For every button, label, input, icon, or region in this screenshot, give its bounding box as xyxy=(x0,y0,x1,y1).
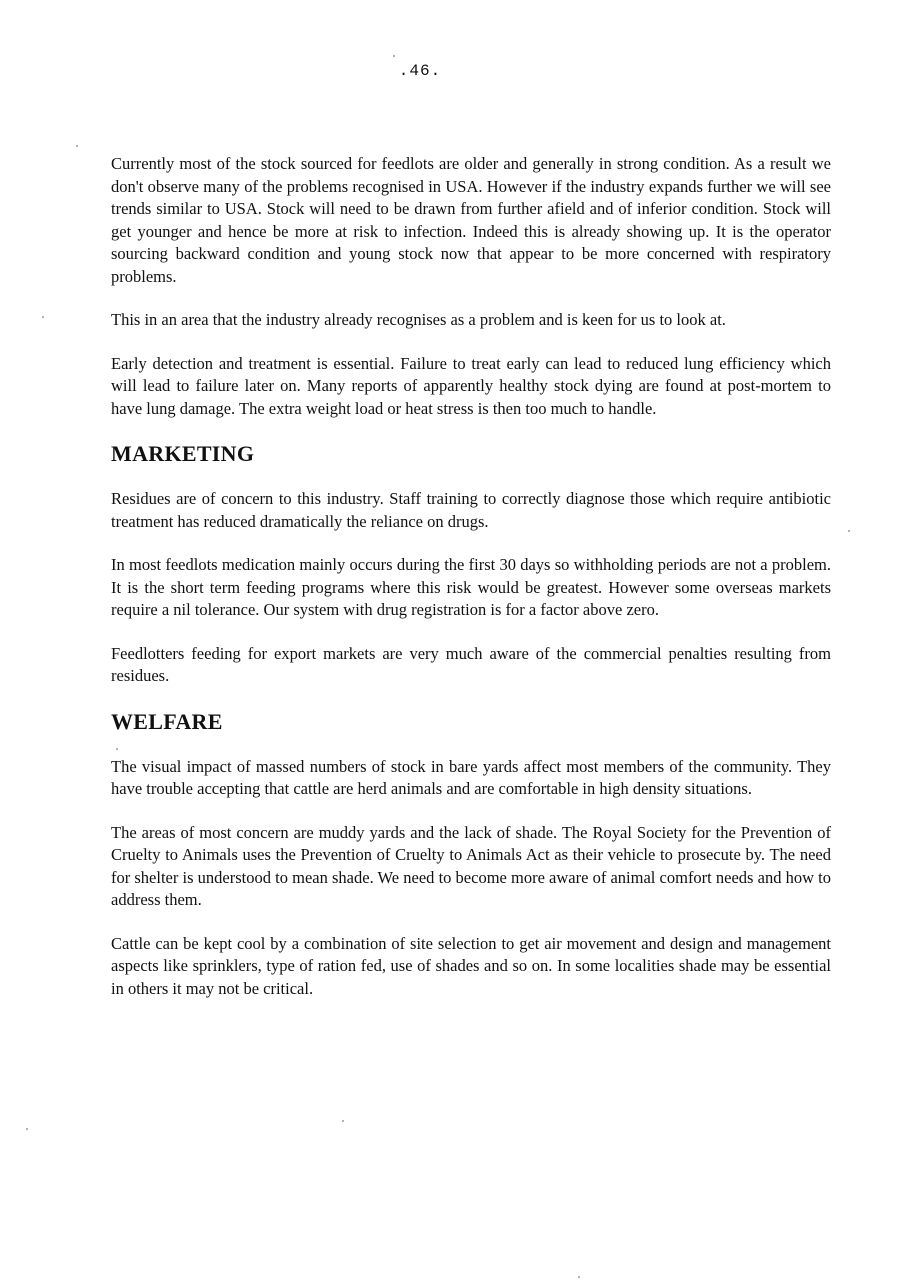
scan-speck xyxy=(42,316,44,318)
intro-paragraph-3: Early detection and treatment is essential. Failure to treat early can lead to reduced lung efficiency which will lead to failure later on. Many reports of apparently healthy stock dying are found at post-mortem to have lung damage. The extra weight load or heat stress is then too much to handle. xyxy=(111,353,831,418)
intro-paragraph-2: This in an area that the industry already recognises as a problem and is keen for us to look at. xyxy=(111,310,726,329)
marketing-paragraph-1: Residues are of concern to this industry. Staff training to correctly diagnose those which require antibiotic treatment has reduced dramatically the reliance on drugs. xyxy=(111,489,831,531)
scan-speck xyxy=(116,748,118,750)
welfare-paragraph-2: The areas of most concern are muddy yards and the lack of shade. The Royal Society for the Prevention of Cruelty to Animals uses the Prevention of Cruelty to Animals Act as their vehicle to prosecute by. The need for shelter is understood to mean shade. We need to become more aware of animal comfort needs and how to address them. xyxy=(111,822,831,909)
marketing-section xyxy=(111,441,831,688)
welfare-paragraph-1: The visual impact of massed numbers of stock in bare yards affect most members of the community. They have trouble accepting that cattle are herd animals and are comfortable in high density situations. xyxy=(111,756,831,798)
document-body xyxy=(111,153,831,1021)
intro-section xyxy=(111,153,831,420)
marketing-paragraph-2: In most feedlots medication mainly occurs during the first 30 days so withholding periods are not a problem. It is the short term feeding programs where this risk would be greatest. However some overseas markets require a nil tolerance. Our system with drug registration is for a factor above zero. xyxy=(111,555,831,619)
scan-speck xyxy=(393,55,395,57)
scan-speck xyxy=(342,1120,344,1122)
scan-speck xyxy=(848,530,850,532)
welfare-section xyxy=(111,709,831,1001)
scan-speck xyxy=(76,145,78,147)
page-number: .46. xyxy=(398,62,442,80)
marketing-paragraph-3: Feedlotters feeding for export markets are very much aware of the commercial penalties resulting from residues. xyxy=(111,643,831,685)
scan-speck xyxy=(578,1276,580,1278)
scan-speck xyxy=(26,1128,28,1130)
welfare-heading: WELFARE xyxy=(111,708,223,734)
intro-paragraph-1: Currently most of the stock sourced for feedlots are older and generally in strong condition. As a result we don't observe many of the problems recognised in USA. However if the industry expands further we will see trends similar to USA. Stock will need to be drawn from further afield and of inferior condition. Stock will get younger and hence be more at risk to infection. Indeed this is already showing up. It is the operator sourcing backward condition and young stock now that appear to be more concerned with respiratory problems. xyxy=(111,154,831,286)
marketing-heading: MARKETING xyxy=(111,441,255,466)
welfare-paragraph-3: Cattle can be kept cool by a combination of site selection to get air movement and design and management aspects like sprinklers, type of ration fed, use of shades and so on. In some localities shade may be essential in others it may not be critical. xyxy=(111,933,831,998)
